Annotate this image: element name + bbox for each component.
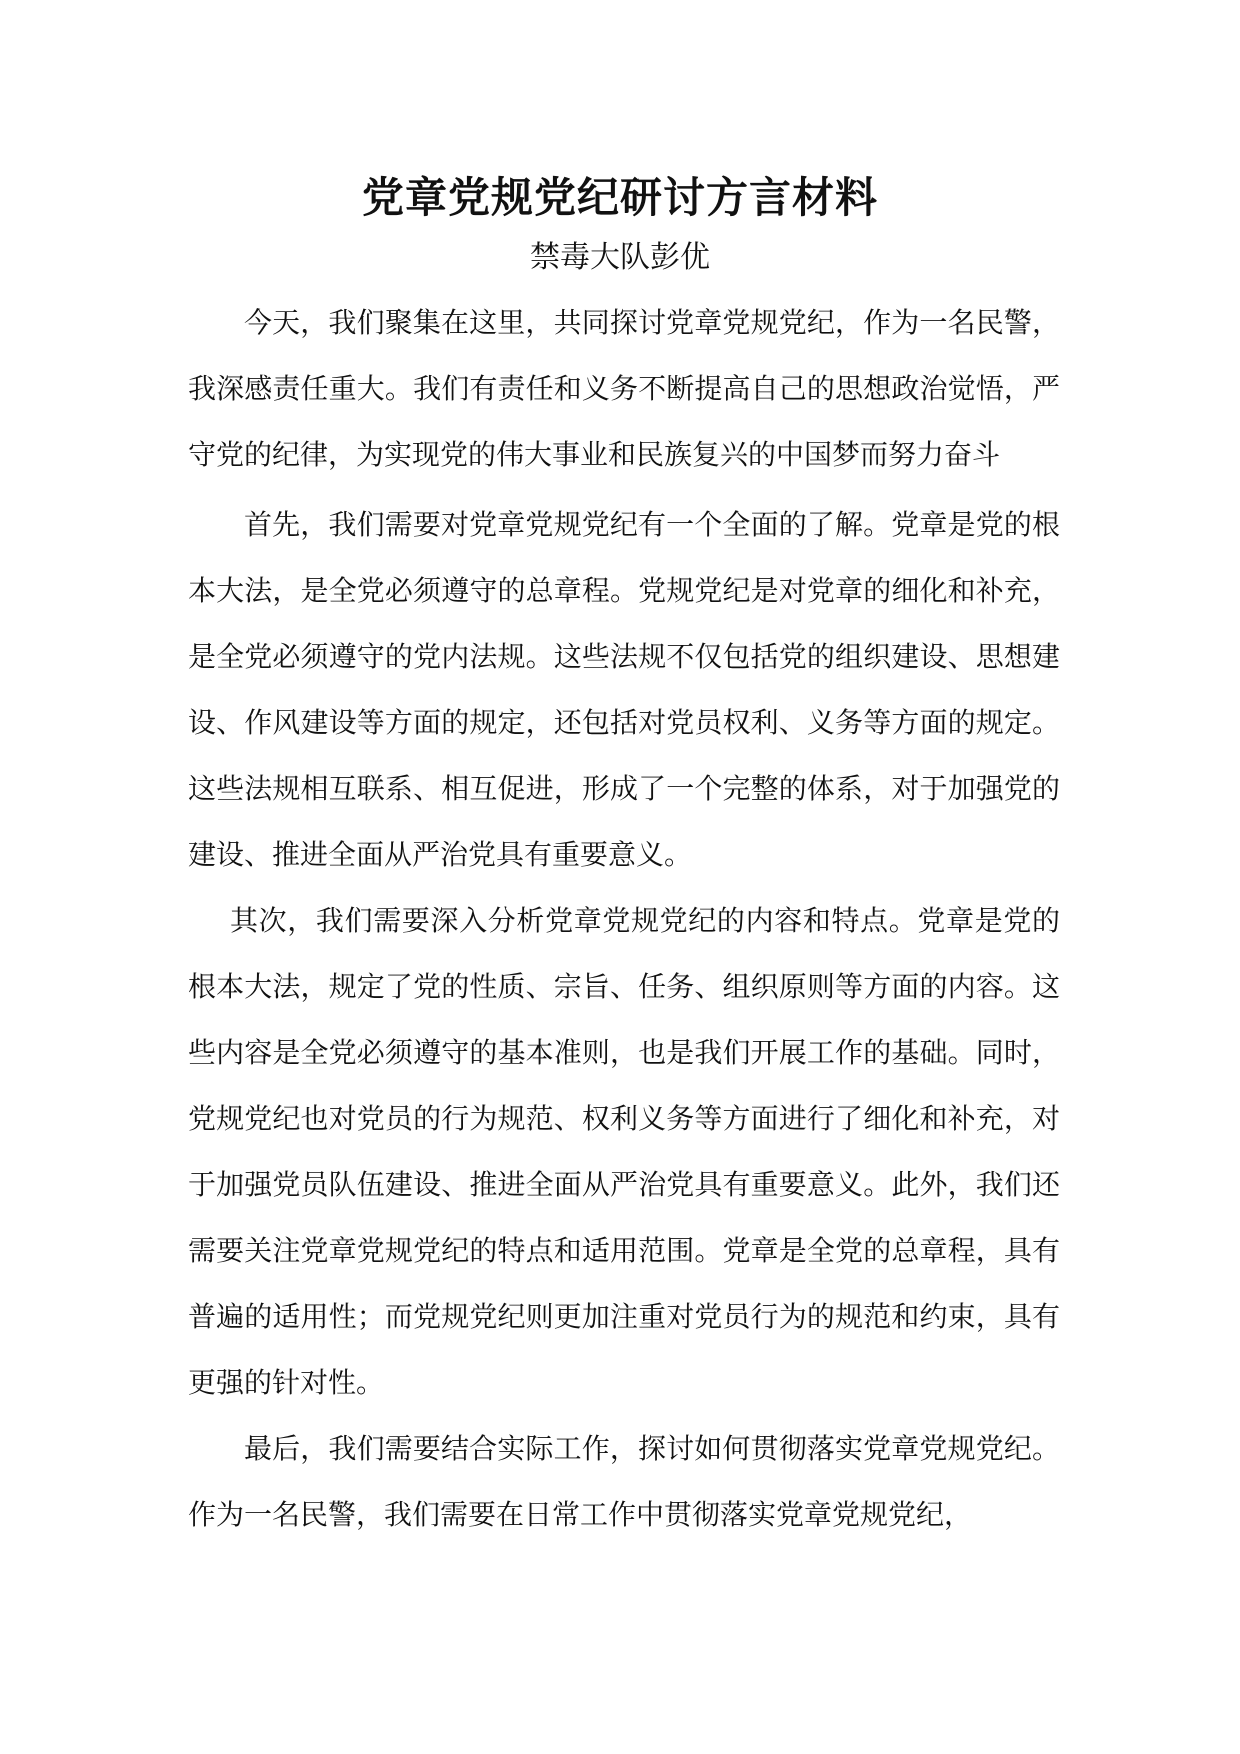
paragraph-first: 首先，我们需要对党章党规党纪有一个全面的了解。党章是党的根本大法，是全党必须遵守的总章程。党规党纪是对党章的细化和补充，是全党必须遵守的党内法规。这些法规不仅包括党的组织建设、思想建设、作风建设等方面的规定，还包括对党员权利、义务等方面的规定。这些法规相互联系、相互促进，形成了一个完整的体系，对于加强党的建设、推进全面从严治党具有重要意义。 xyxy=(188,508,1060,871)
paragraph-last: 最后，我们需要结合实际工作，探讨如何贯彻落实党章党规党纪。作为一名民警，我们需要在日常工作中贯彻落实党章党规党纪， xyxy=(188,1432,1060,1531)
paragraph-second: 其次，我们需要深入分析党章党规党纪的内容和特点。党章是党的根本大法，规定了党的性质、宗旨、任务、组织原则等方面的内容。这些内容是全党必须遵守的基本准则，也是我们开展工作的基础。同时，党规党纪也对党员的行为规范、权利义务等方面进行了细化和补充，对于加强党员队伍建设、推进全面从严治党具有重要意义。此外，我们还需要关注党章党规党纪的特点和适用范围。党章是全党的总章程，具有普遍的适用性；而党规党纪则更加注重对党员行为的规范和约束，具有更强的针对性。 xyxy=(188,904,1060,1399)
document-body xyxy=(188,290,1060,1548)
document-title: 党章党规党纪研讨方言材料 xyxy=(361,173,878,222)
paragraph-intro: 今天，我们聚集在这里，共同探讨党章党规党纪，作为一名民警，我深感责任重大。我们有责任和义务不断提高自己的思想政治觉悟，严守党的纪律，为实现党的伟大事业和民族复兴的中国梦而努力奋斗 xyxy=(188,306,1060,471)
author-line: 禁毒大队彭优 xyxy=(530,240,710,275)
